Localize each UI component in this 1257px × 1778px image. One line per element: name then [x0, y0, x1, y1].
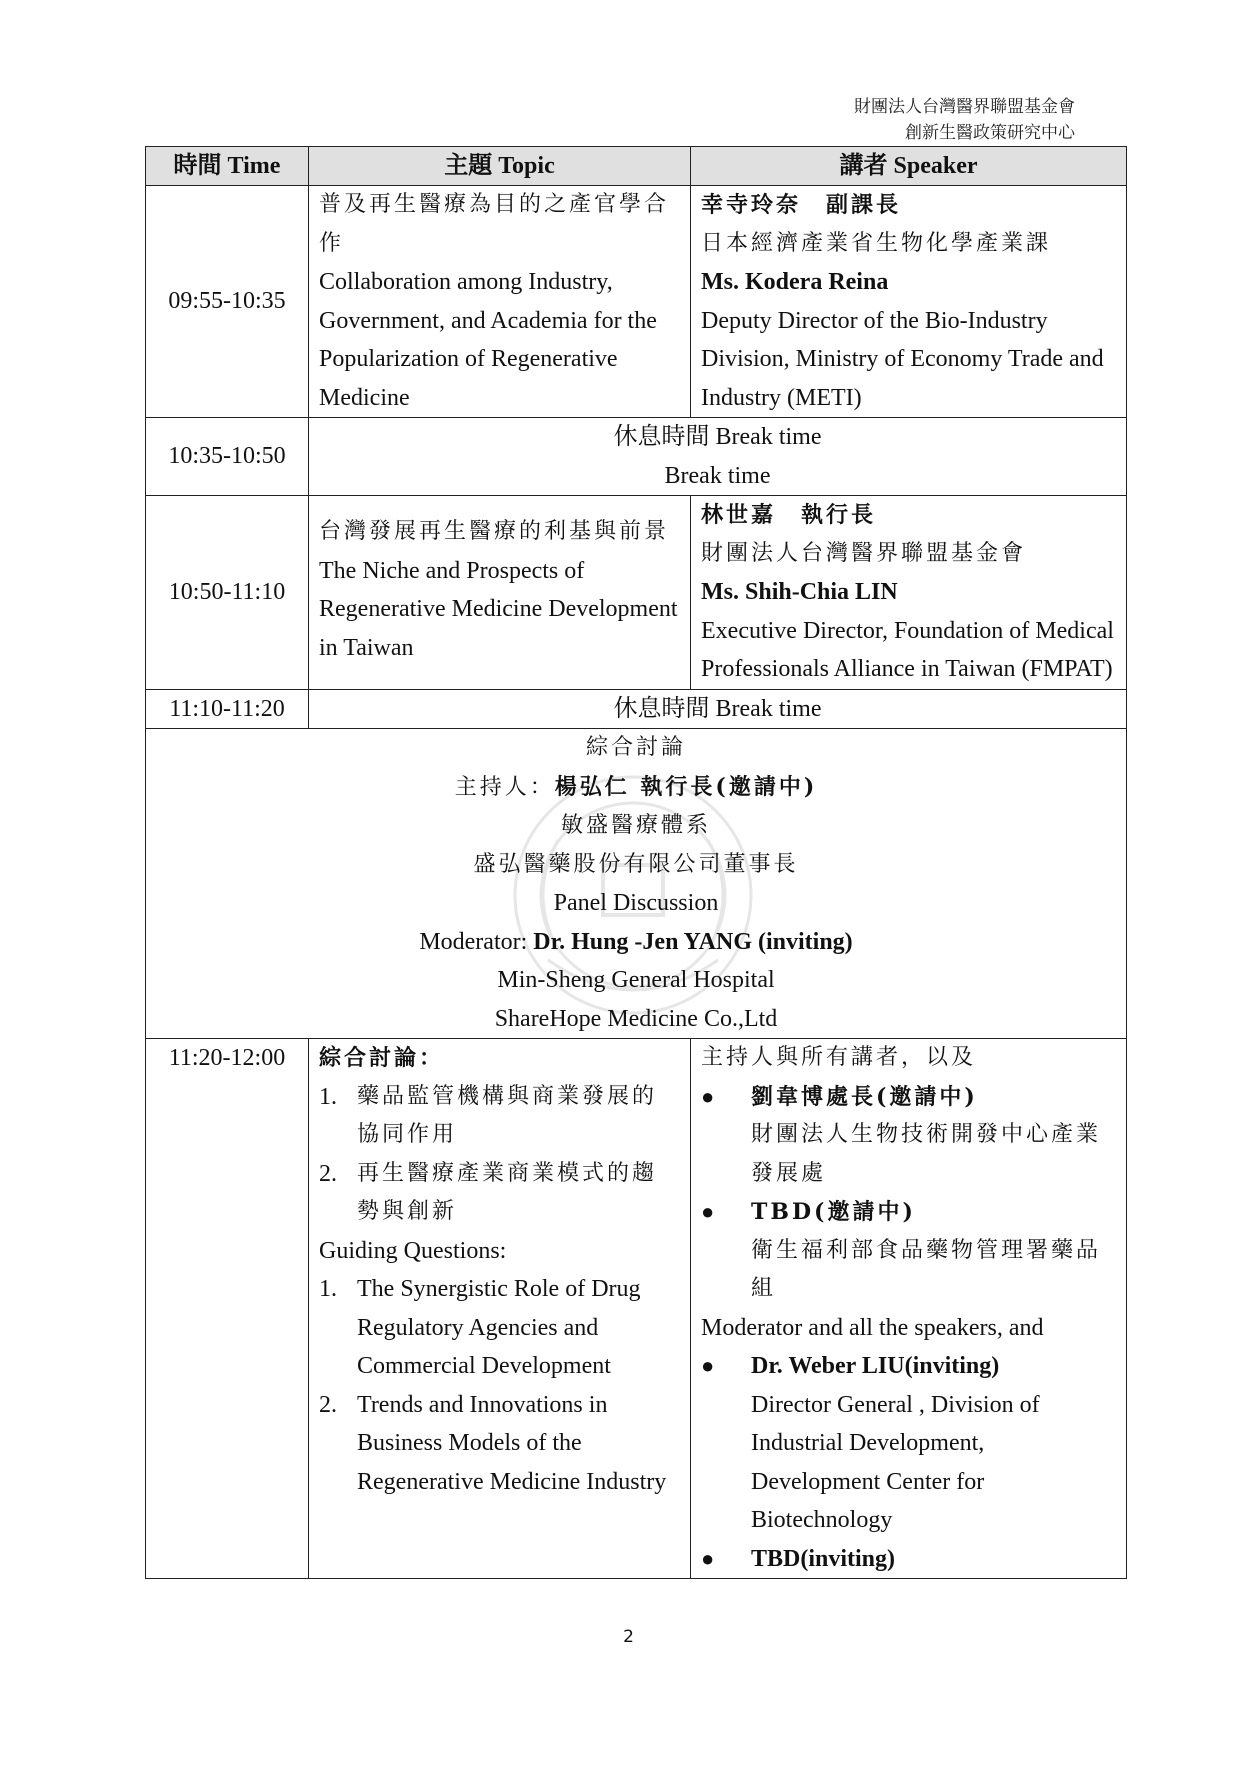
- panel-moderator-en: [156, 923, 1116, 962]
- panel-title-zh: 綜合討論: [585, 735, 686, 760]
- header-topic: 主題 Topic: [309, 147, 691, 186]
- topic-cell: [309, 186, 691, 418]
- panel-row: [146, 729, 1127, 1039]
- panelist-2-en: ● TBD(inviting): [701, 1540, 1116, 1579]
- agenda-table: [145, 146, 1127, 1579]
- topic-en: The Niche and Prospects of Regenerative Medicine Development in Taiwan: [319, 557, 678, 661]
- guiding-questions-label: Guiding Questions:: [319, 1237, 507, 1264]
- bullet-icon: ●: [701, 1545, 715, 1571]
- break-time: 10:35-10:50: [146, 418, 309, 496]
- break-time: 11:10-11:20: [146, 689, 309, 729]
- break-row: [146, 689, 1127, 729]
- panelist-1-org-en: Director General , Division of Industrial Development, Development Center for Biotechnology: [751, 1391, 1040, 1533]
- panel-org2-zh: 盛弘醫藥股份有限公司董事長: [473, 851, 799, 877]
- organization-name: 財團法人台灣醫界聯盟基金會: [854, 97, 1075, 117]
- bullet-icon: ●: [701, 1083, 715, 1109]
- session-time: 10:50-11:10: [146, 496, 309, 690]
- break-label: 休息時間 Break time: [309, 689, 1127, 729]
- panel-moderator-zh: [156, 768, 1116, 808]
- panelist-2-zh: ● TBD(邀請中): [701, 1193, 1116, 1232]
- panelist-1-org-zh: 財團法人生物技術開發中心產業發展處: [751, 1122, 1102, 1186]
- speaker-org-zh: 財團法人台灣醫界聯盟基金會: [701, 540, 1027, 566]
- page-number: 2: [623, 1627, 634, 1647]
- speaker-title-en: Executive Director, Foundation of Medical Professionals Alliance in Taiwan (FMPAT): [701, 617, 1114, 682]
- bullet-icon: ●: [701, 1353, 715, 1378]
- topic-zh: 台灣發展再生醫療的利基與前景: [319, 519, 670, 544]
- panel-org1-en: Min-Sheng General Hospital: [497, 967, 775, 993]
- session-row: [146, 186, 1127, 418]
- session-row: [146, 496, 1127, 690]
- panelists-intro-zh: 主持人與所有講者，以及: [701, 1045, 977, 1070]
- question-zh-2: 2. 再生醫療產業商業模式的趨勢與創新: [319, 1160, 658, 1224]
- moderator-label-en: Moderator:: [419, 928, 534, 955]
- center-name: 創新生醫政策研究中心: [905, 123, 1075, 143]
- speaker-name-en: Ms. Kodera Reina: [701, 269, 889, 295]
- topic-cell: [309, 496, 691, 690]
- moderator-label-zh: 主持人：: [454, 774, 555, 800]
- break-label: 休息時間 Break time: [613, 424, 822, 450]
- moderator-name-zh: 楊弘仁 執行長(邀請中): [554, 773, 818, 800]
- header-speaker: 講者 Speaker: [691, 147, 1127, 186]
- question-en-1: 1. The Synergistic Role of Drug Regulatory Agencies and Commercial Development: [319, 1276, 641, 1379]
- speaker-cell: [691, 186, 1127, 418]
- speaker-org-zh: 日本經濟產業省生物化學產業課: [701, 230, 1052, 256]
- topic-cell: [309, 1039, 691, 1579]
- speaker-cell: [691, 1039, 1127, 1579]
- question-zh-1: 1. 藥品監管機構與商業發展的協同作用: [319, 1083, 658, 1147]
- session-time: 11:20-12:00: [146, 1039, 309, 1579]
- panel-title-en: Panel Discussion: [553, 890, 719, 916]
- break-cell: [309, 418, 1127, 496]
- speaker-title-en: Deputy Director of the Bio-Industry Division, Ministry of Economy Trade and Industry (METI): [701, 307, 1104, 411]
- break-label-en: Break time: [664, 462, 771, 489]
- header-time: 時間 Time: [146, 147, 309, 186]
- break-row: [146, 418, 1127, 496]
- speaker-cell: [691, 496, 1127, 690]
- panelist-1-zh: ● 劉韋博處長(邀請中): [701, 1078, 1116, 1117]
- speaker-name-zh: 幸寺玲奈 副課長: [701, 192, 902, 218]
- speaker-name-en: Ms. Shih-Chia LIN: [701, 579, 898, 605]
- discussion-heading-zh: 綜合討論：: [319, 1045, 445, 1071]
- bullet-icon: ●: [701, 1199, 715, 1224]
- panel-org1-zh: 敏盛醫療體系: [560, 813, 711, 838]
- topic-zh: 普及再生醫療為目的之產官學合作: [319, 192, 670, 256]
- panel-org2-en: ShareHope Medicine Co.,Ltd: [494, 1005, 778, 1032]
- panel-cell: [146, 729, 1127, 1039]
- panelist-2-org-zh: 衛生福利部食品藥物管理署藥品組: [751, 1237, 1102, 1301]
- panelist-1-en: ● Dr. Weber LIU(inviting): [701, 1347, 1116, 1386]
- speaker-name-zh: 林世嘉 執行長: [701, 502, 877, 528]
- moderator-name-en: Dr. Hung -Jen YANG (inviting): [533, 928, 853, 955]
- question-en-2: 2. Trends and Innovations in Business Models of the Regenerative Medicine Industry: [319, 1391, 667, 1495]
- panelists-intro-en: Moderator and all the speakers, and: [701, 1314, 1044, 1341]
- topic-en: Collaboration among Industry, Government, and Academia for the Popularization of Regenerative Medicine: [319, 269, 657, 411]
- session-time: 09:55-10:35: [146, 186, 309, 418]
- session-row: [146, 1039, 1127, 1579]
